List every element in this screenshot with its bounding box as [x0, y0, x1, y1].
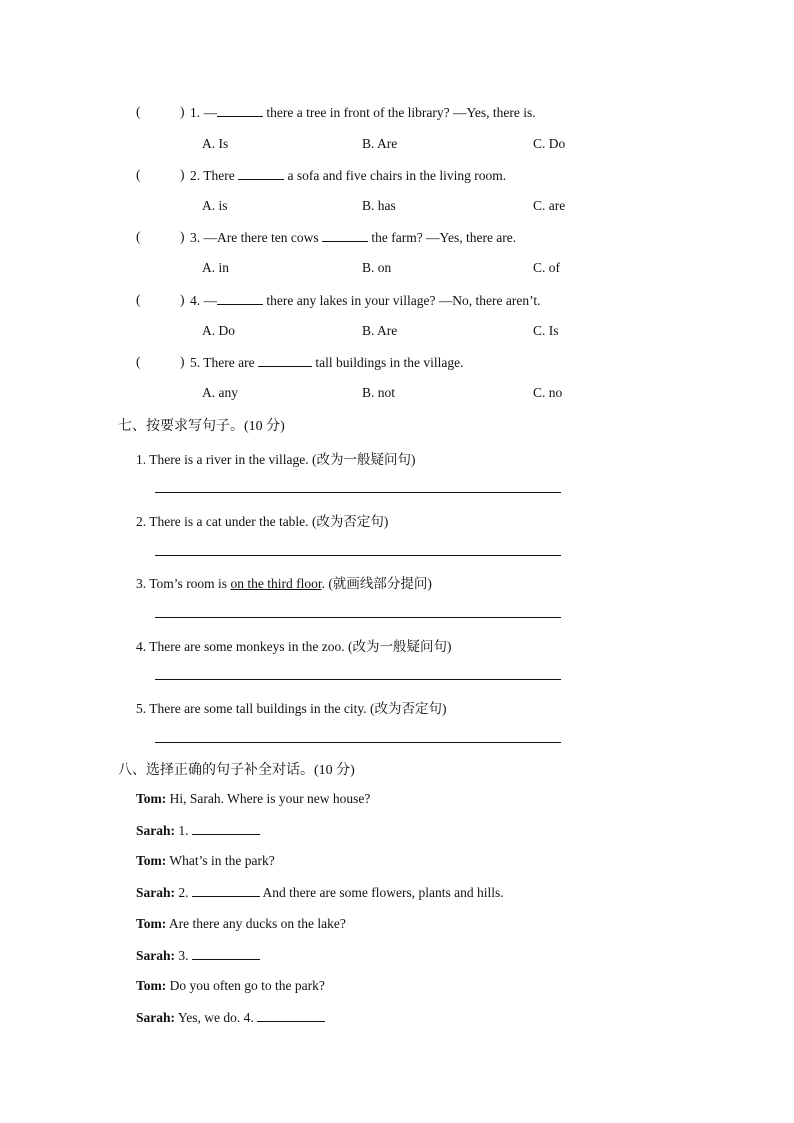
fill-blank[interactable]: [322, 229, 368, 242]
dialog-line-3: [136, 853, 275, 869]
speaker-name: Tom:: [136, 978, 167, 993]
dialog-text: Do you often go to the park?: [169, 978, 325, 993]
option-a[interactable]: A. any: [202, 385, 238, 400]
question-post: there a tree in front of the library? —Yes, there is.: [266, 105, 536, 120]
dialog-text: 1.: [178, 823, 189, 838]
question-text: [190, 292, 541, 309]
option-b[interactable]: B. Are: [362, 323, 398, 338]
dialog-text-after: And there are some flowers, plants and hills.: [262, 885, 504, 900]
option-a[interactable]: A. Do: [202, 323, 235, 338]
question-pre: —Are there ten cows: [203, 230, 319, 245]
option-c[interactable]: C. no: [533, 385, 563, 400]
fill-blank[interactable]: [217, 292, 263, 305]
question-number: 5.: [190, 355, 201, 370]
dialog-line-8: [136, 1009, 325, 1026]
question-pre: —: [203, 293, 217, 308]
question-number: 4.: [190, 293, 201, 308]
answer-paren-open: (: [136, 229, 141, 244]
question-text: [190, 354, 463, 371]
rewrite-instruction: (改为否定句): [311, 514, 389, 529]
rewrite-item-3: [136, 572, 432, 592]
option-a[interactable]: A. is: [202, 198, 228, 213]
answer-paren-open: (: [136, 354, 141, 369]
dialog-line-6: [136, 947, 260, 964]
question-text: [190, 104, 536, 121]
option-b[interactable]: B. has: [362, 198, 396, 213]
rewrite-sentence: 5. There are some tall buildings in the city.: [136, 701, 367, 716]
answer-paren-open: (: [136, 292, 141, 307]
speaker-name: Sarah:: [136, 823, 176, 838]
rewrite-sentence: 4. There are some monkeys in the zoo.: [136, 639, 345, 654]
speaker-name: Sarah:: [136, 948, 176, 963]
option-b[interactable]: B. not: [362, 385, 396, 400]
fill-blank[interactable]: [192, 884, 260, 897]
option-c[interactable]: C. are: [533, 198, 566, 213]
option-c[interactable]: C. Do: [533, 136, 566, 151]
fill-blank[interactable]: [192, 822, 260, 835]
rewrite-item-2: [136, 510, 388, 530]
question-pre: There: [203, 168, 235, 183]
question-post: a sofa and five chairs in the living room.: [287, 168, 507, 183]
answer-line[interactable]: [155, 617, 561, 618]
answer-line[interactable]: [155, 492, 561, 493]
question-number: 2.: [190, 168, 201, 183]
rewrite-sentence: 2. There is a cat under the table.: [136, 514, 309, 529]
answer-paren-close: ): [180, 292, 185, 307]
answer-line[interactable]: [155, 679, 561, 680]
underlined-phrase: on the third floor: [230, 576, 322, 591]
answer-paren-open: (: [136, 167, 141, 182]
answer-line[interactable]: [155, 742, 561, 743]
answer-paren-open: (: [136, 104, 141, 119]
option-a[interactable]: A. in: [202, 260, 229, 275]
rewrite-item-5: [136, 697, 446, 717]
dialog-line-1: [136, 791, 370, 807]
question-number: 3.: [190, 230, 201, 245]
speaker-name: Sarah:: [136, 1010, 176, 1025]
rewrite-item-1: [136, 448, 415, 468]
question-pre: There are: [203, 355, 255, 370]
fill-blank[interactable]: [257, 1009, 325, 1022]
rewrite-instruction: (改为一般疑问句): [347, 639, 452, 654]
dialog-text: Yes, we do. 4.: [177, 1010, 254, 1025]
fill-blank[interactable]: [258, 354, 312, 367]
rewrite-sentence: 3. Tom’s room is: [136, 576, 228, 591]
dialog-text: 2.: [178, 885, 189, 900]
dialog-line-4: [136, 884, 504, 901]
dialog-text: Are there any ducks on the lake?: [168, 916, 346, 931]
sentence-end: .: [321, 576, 325, 591]
dialog-text: 3.: [178, 948, 189, 963]
question-post: the farm? —Yes, there are.: [371, 230, 517, 245]
question-pre: —: [203, 105, 217, 120]
rewrite-instruction: (就画线部分提问): [328, 576, 432, 591]
answer-paren-close: ): [180, 354, 185, 369]
section-8-title: 八、选择正确的句子补全对话。(10 分): [118, 763, 355, 778]
question-text: [190, 167, 506, 184]
speaker-name: Sarah:: [136, 885, 176, 900]
question-post: there any lakes in your village? —No, there aren’t.: [266, 293, 541, 308]
question-text: [190, 229, 516, 246]
answer-line[interactable]: [155, 555, 561, 556]
speaker-name: Tom:: [136, 791, 167, 806]
option-c[interactable]: C. of: [533, 260, 560, 275]
answer-paren-close: ): [180, 229, 185, 244]
dialog-text: What’s in the park?: [169, 853, 275, 868]
answer-paren-close: ): [180, 104, 185, 119]
question-number: 1.: [190, 105, 201, 120]
option-b[interactable]: B. Are: [362, 136, 398, 151]
question-post: tall buildings in the village.: [315, 355, 464, 370]
section-7-title: 七、按要求写句子。(10 分): [118, 419, 285, 434]
option-a[interactable]: A. Is: [202, 136, 229, 151]
dialog-line-7: [136, 978, 325, 994]
speaker-name: Tom:: [136, 853, 167, 868]
rewrite-sentence: 1. There is a river in the village.: [136, 452, 309, 467]
rewrite-item-4: [136, 635, 451, 655]
speaker-name: Tom:: [136, 916, 167, 931]
rewrite-instruction: (改为一般疑问句): [311, 452, 416, 467]
option-b[interactable]: B. on: [362, 260, 392, 275]
rewrite-instruction: (改为否定句): [369, 701, 447, 716]
answer-paren-close: ): [180, 167, 185, 182]
fill-blank[interactable]: [238, 167, 284, 180]
dialog-text: Hi, Sarah. Where is your new house?: [169, 791, 371, 806]
dialog-line-5: [136, 916, 346, 932]
dialog-line-2: [136, 822, 260, 839]
fill-blank[interactable]: [192, 947, 260, 960]
fill-blank[interactable]: [217, 104, 263, 117]
option-c[interactable]: C. Is: [533, 323, 559, 338]
